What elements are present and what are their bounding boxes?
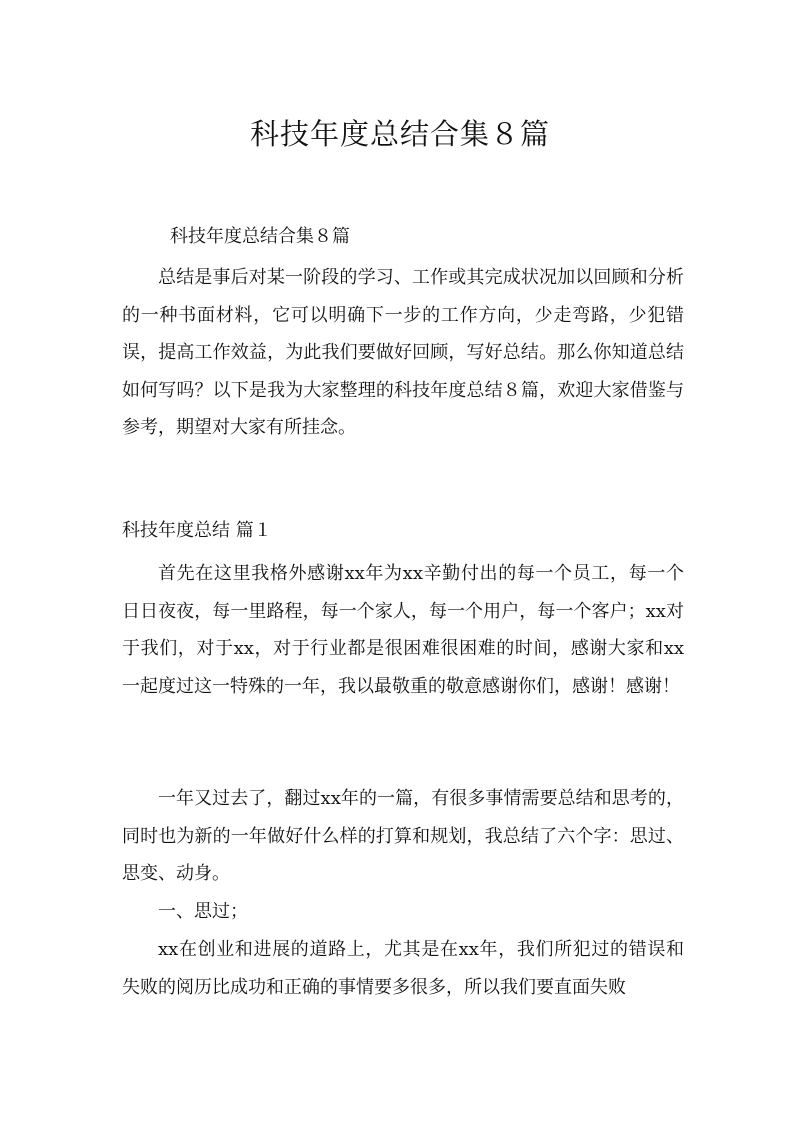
document-title: 科技年度总结合集８篇: [249, 117, 550, 151]
document-subtitle: 科技年度总结合集８篇: [170, 226, 350, 247]
body-paragraph: 一年又过去了，翻过xx年的一篇，有很多事情需要总结和思考的，同时也为新的一年做好什么样的打算和规划，我总结了六个字：思过、思变、动身。: [122, 788, 684, 884]
body-paragraph: 首先在这里我格外感谢xx年为xx辛勤付出的每一个员工，每一个日日夜夜，每一里路程，每一个家人，每一个用户，每一个客户；xx对于我们，对于xx，对于行业都是很困难很困难的时间，感谢大家和xx一起度过这一特殊的一年，我以最敬重的敬意感谢你们，感谢！感谢！: [122, 563, 684, 697]
list-heading-reflect: 一、思过；: [158, 901, 248, 922]
body-paragraph: xx在创业和进展的道路上，尤其是在xx年，我们所犯过的错误和失败的阅历比成功和正确的事情要多很多，所以我们要直面失败: [122, 939, 684, 998]
intro-paragraph: 总结是事后对某一阶段的学习、工作或其完成状况加以回顾和分析的一种书面材料，它可以明确下一步的工作方向，少走弯路，少犯错误，提高工作效益，为此我们要做好回顾，写好总结。那么你知道总结如何写吗？以下是我为大家整理的科技年度总结８篇，欢迎大家借鉴与参考，期望对大家有所挂念。: [122, 267, 684, 438]
section-heading: 科技年度总结 篇１: [122, 520, 272, 541]
